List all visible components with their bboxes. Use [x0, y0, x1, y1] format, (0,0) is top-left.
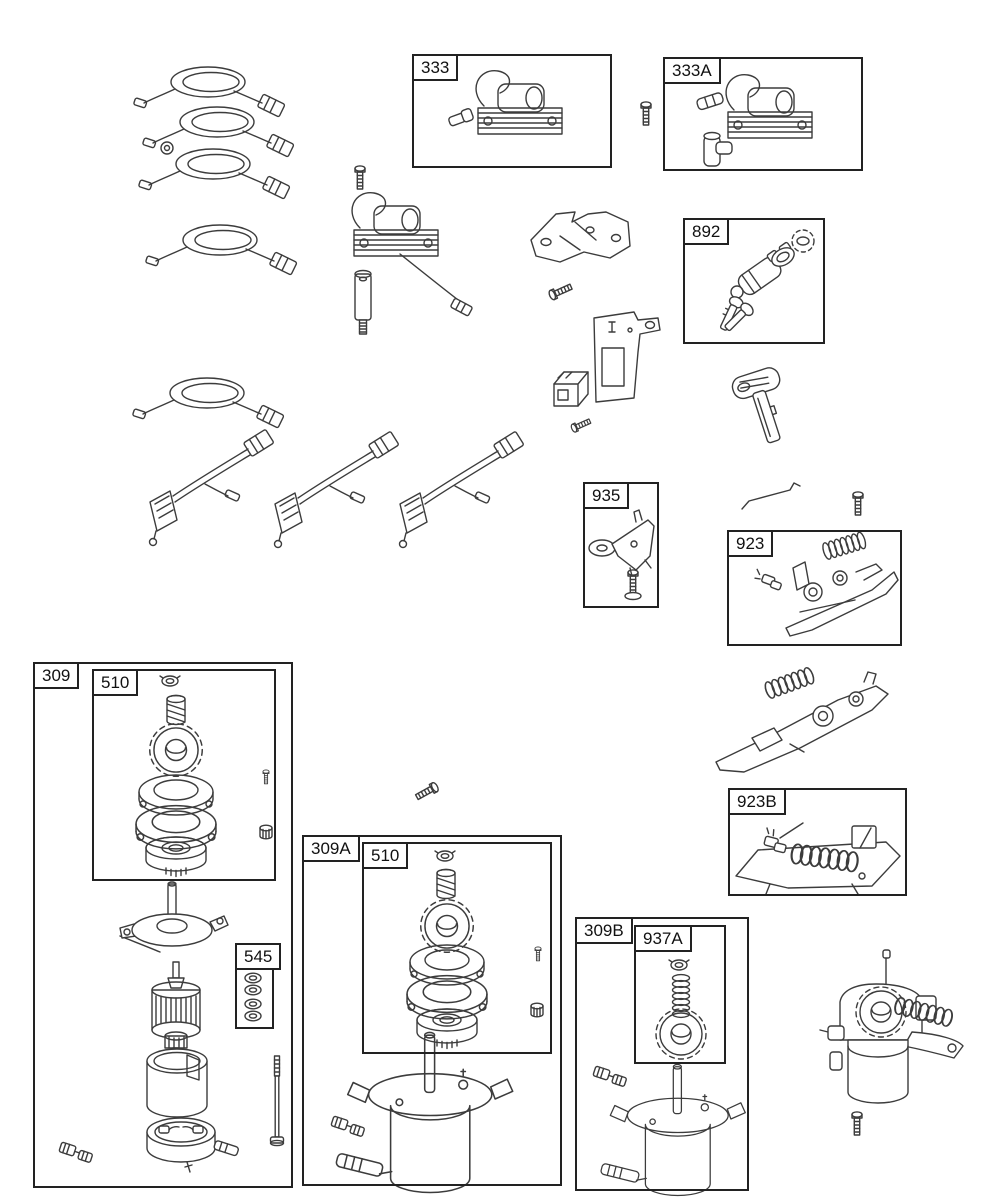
- group-box-label: 923: [727, 530, 773, 557]
- group-box-label: 309B: [575, 917, 633, 944]
- group-box-label: 892: [683, 218, 729, 245]
- group-box-label: 510: [92, 669, 138, 696]
- group-box-label: 333A: [663, 57, 721, 84]
- group-box-label: 923B: [728, 788, 786, 815]
- group-box-label: 309A: [302, 835, 360, 862]
- group-box-label: 333: [412, 54, 458, 81]
- group-box-label: 545: [235, 943, 281, 970]
- group-box-label: 309: [33, 662, 79, 689]
- group-box-label: 510: [362, 842, 408, 869]
- group-box-label: 935: [583, 482, 629, 509]
- group-box-label: 937A: [634, 925, 692, 952]
